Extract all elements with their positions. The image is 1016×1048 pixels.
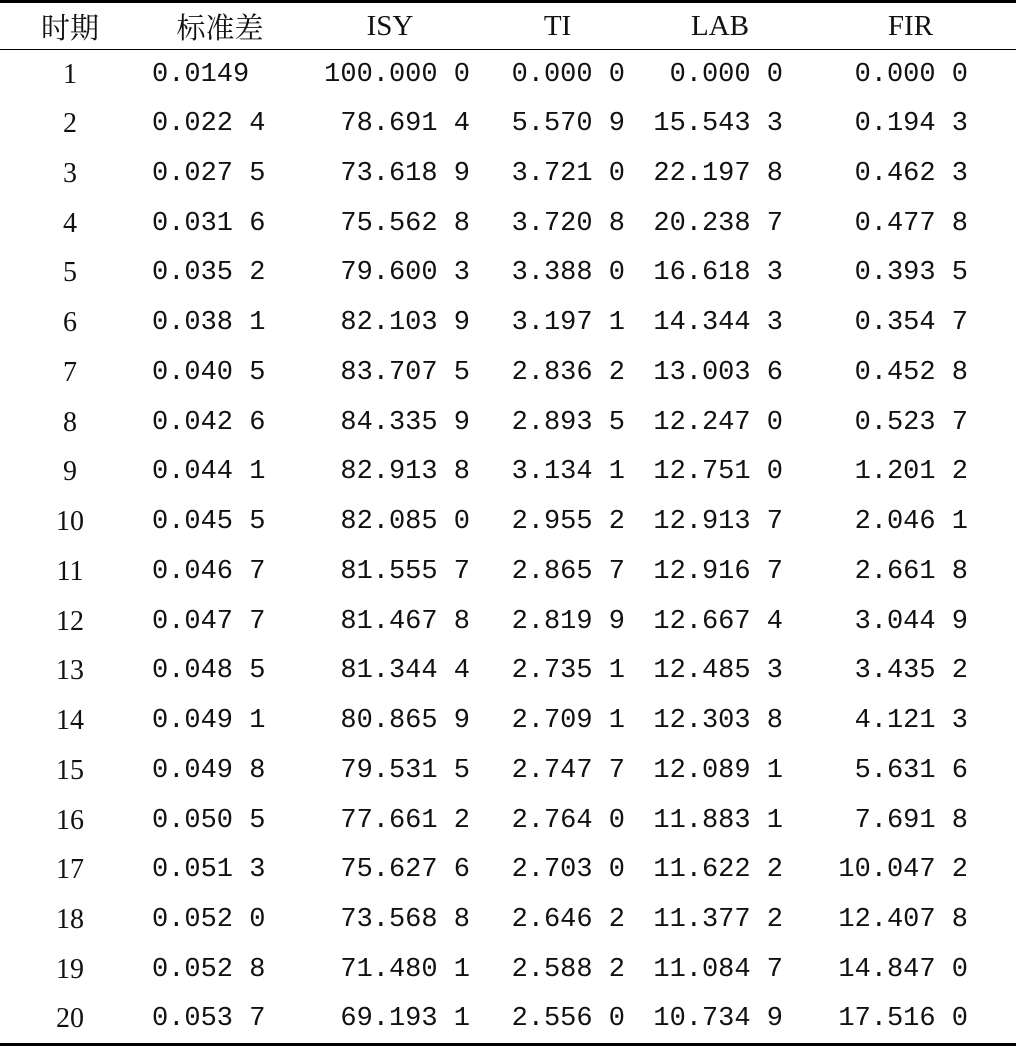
period-cell: 15 xyxy=(56,754,84,786)
isy-cell: 79.531 5 xyxy=(340,755,470,786)
fir-cell: 12.407 8 xyxy=(838,905,968,936)
table-row xyxy=(0,647,1016,697)
fir-cell: 10.047 2 xyxy=(838,855,968,886)
header-std-dev: 标准差 xyxy=(176,12,264,45)
ti-cell: 2.747 7 xyxy=(511,755,625,786)
fir-cell: 0.354 7 xyxy=(854,308,968,339)
period-cell: 14 xyxy=(56,705,84,737)
period-cell: 4 xyxy=(63,207,77,239)
std-dev-cell: 0.046 7 xyxy=(152,556,266,587)
header-ti: TI xyxy=(543,9,572,42)
ti-cell: 2.893 5 xyxy=(511,407,625,438)
isy-cell: 80.865 9 xyxy=(340,706,470,737)
ti-cell: 2.735 1 xyxy=(511,656,625,687)
std-dev-cell: 0.035 2 xyxy=(152,258,266,289)
table-row xyxy=(0,796,1016,846)
std-dev-cell: 0.051 3 xyxy=(152,855,266,886)
std-dev-cell: 0.049 1 xyxy=(152,706,266,737)
ti-cell: 2.646 2 xyxy=(511,905,625,936)
fir-cell: 0.452 8 xyxy=(854,357,968,388)
isy-cell: 73.618 9 xyxy=(340,158,470,189)
table-row xyxy=(0,696,1016,746)
period-cell: 20 xyxy=(56,1002,84,1034)
isy-cell: 84.335 9 xyxy=(340,407,470,438)
header-period: 时期 xyxy=(40,12,99,45)
fir-cell: 0.477 8 xyxy=(854,208,968,239)
isy-cell: 81.467 8 xyxy=(340,606,470,637)
table-row xyxy=(0,298,1016,348)
isy-cell: 82.103 9 xyxy=(340,308,470,339)
ti-cell: 3.388 0 xyxy=(511,258,625,289)
std-dev-cell: 0.053 7 xyxy=(152,1003,266,1034)
table-row xyxy=(0,348,1016,398)
std-dev-cell: 0.042 6 xyxy=(152,407,266,438)
ti-cell: 2.955 2 xyxy=(511,507,625,538)
fir-cell: 3.044 9 xyxy=(854,606,968,637)
period-cell: 5 xyxy=(63,257,77,289)
period-cell: 9 xyxy=(63,456,77,488)
std-dev-cell: 0.049 8 xyxy=(152,755,266,786)
ti-cell: 5.570 9 xyxy=(511,109,625,140)
table-row xyxy=(0,398,1016,448)
fir-cell: 1.201 2 xyxy=(854,457,968,488)
std-dev-cell: 0.048 5 xyxy=(152,656,266,687)
table-body xyxy=(0,50,1016,1045)
ti-cell: 2.588 2 xyxy=(511,954,625,985)
std-dev-cell: 0.0149 xyxy=(152,59,250,90)
table-row xyxy=(0,448,1016,498)
std-dev-cell: 0.045 5 xyxy=(152,507,266,538)
table-row xyxy=(0,149,1016,199)
lab-cell: 14.344 3 xyxy=(653,308,783,339)
fir-cell: 2.046 1 xyxy=(854,507,968,538)
table-row xyxy=(0,895,1016,945)
lab-cell: 12.913 7 xyxy=(653,507,783,538)
table-row xyxy=(0,995,1016,1045)
fir-cell: 5.631 6 xyxy=(854,755,968,786)
period-cell: 6 xyxy=(63,307,77,339)
lab-cell: 11.377 2 xyxy=(653,905,783,936)
lab-cell: 12.303 8 xyxy=(653,706,783,737)
fir-cell: 0.194 3 xyxy=(854,109,968,140)
ti-cell: 2.709 1 xyxy=(511,706,625,737)
std-dev-cell: 0.047 7 xyxy=(152,606,266,637)
fir-cell: 0.462 3 xyxy=(854,158,968,189)
period-cell: 16 xyxy=(56,804,84,836)
table-row xyxy=(0,547,1016,597)
std-dev-cell: 0.052 0 xyxy=(152,905,266,936)
lab-cell: 12.751 0 xyxy=(653,457,783,488)
lab-cell: 12.247 0 xyxy=(653,407,783,438)
fir-cell: 0.000 0 xyxy=(854,59,968,90)
lab-cell: 13.003 6 xyxy=(653,357,783,388)
ti-cell: 3.197 1 xyxy=(511,308,625,339)
isy-cell: 75.562 8 xyxy=(340,208,470,239)
std-dev-cell: 0.050 5 xyxy=(152,805,266,836)
table-row xyxy=(0,945,1016,995)
header-fir: FIR xyxy=(887,9,934,42)
fir-cell: 7.691 8 xyxy=(854,805,968,836)
std-dev-cell: 0.031 6 xyxy=(152,208,266,239)
std-dev-cell: 0.044 1 xyxy=(152,457,266,488)
table-row xyxy=(0,746,1016,796)
fir-cell: 3.435 2 xyxy=(854,656,968,687)
ti-cell: 0.000 0 xyxy=(511,59,625,90)
isy-cell: 77.661 2 xyxy=(340,805,470,836)
lab-cell: 22.197 8 xyxy=(653,158,783,189)
fir-cell: 4.121 3 xyxy=(854,706,968,737)
table-header xyxy=(0,2,1016,50)
table-row xyxy=(0,497,1016,547)
std-dev-cell: 0.040 5 xyxy=(152,357,266,388)
period-cell: 17 xyxy=(56,854,84,886)
fir-cell: 2.661 8 xyxy=(854,556,968,587)
period-cell: 19 xyxy=(56,953,84,985)
lab-cell: 12.485 3 xyxy=(653,656,783,687)
header-isy: ISY xyxy=(366,9,414,42)
table-row xyxy=(0,99,1016,149)
isy-cell: 82.913 8 xyxy=(340,457,470,488)
period-cell: 12 xyxy=(56,605,84,637)
period-cell: 18 xyxy=(56,904,84,936)
isy-cell: 100.000 0 xyxy=(324,59,470,90)
table-row xyxy=(0,50,1016,100)
ti-cell: 3.134 1 xyxy=(511,457,625,488)
lab-cell: 12.089 1 xyxy=(653,755,783,786)
ti-cell: 2.703 0 xyxy=(511,855,625,886)
fir-cell: 0.523 7 xyxy=(854,407,968,438)
period-cell: 8 xyxy=(63,406,77,438)
fir-cell: 17.516 0 xyxy=(838,1003,968,1034)
period-cell: 13 xyxy=(56,655,84,687)
std-dev-cell: 0.022 4 xyxy=(152,109,266,140)
std-dev-cell: 0.038 1 xyxy=(152,308,266,339)
period-cell: 2 xyxy=(63,108,77,140)
std-dev-cell: 0.027 5 xyxy=(152,158,266,189)
ti-cell: 3.721 0 xyxy=(511,158,625,189)
table-row xyxy=(0,199,1016,249)
ti-cell: 2.556 0 xyxy=(511,1003,625,1034)
table-row xyxy=(0,846,1016,896)
isy-cell: 81.344 4 xyxy=(340,656,470,687)
isy-cell: 73.568 8 xyxy=(340,905,470,936)
isy-cell: 81.555 7 xyxy=(340,556,470,587)
fir-cell: 0.393 5 xyxy=(854,258,968,289)
isy-cell: 82.085 0 xyxy=(340,507,470,538)
std-dev-cell: 0.052 8 xyxy=(152,954,266,985)
header-lab: LAB xyxy=(691,9,749,42)
ti-cell: 2.819 9 xyxy=(511,606,625,637)
table-row xyxy=(0,249,1016,299)
lab-cell: 12.667 4 xyxy=(653,606,783,637)
period-cell: 7 xyxy=(63,356,77,388)
period-cell: 10 xyxy=(56,506,84,538)
isy-cell: 71.480 1 xyxy=(340,954,470,985)
lab-cell: 16.618 3 xyxy=(653,258,783,289)
ti-cell: 3.720 8 xyxy=(511,208,625,239)
lab-cell: 10.734 9 xyxy=(653,1003,783,1034)
ti-cell: 2.865 7 xyxy=(511,556,625,587)
lab-cell: 0.000 0 xyxy=(669,59,783,90)
isy-cell: 75.627 6 xyxy=(340,855,470,886)
period-cell: 11 xyxy=(56,555,84,587)
lab-cell: 20.238 7 xyxy=(653,208,783,239)
isy-cell: 79.600 3 xyxy=(340,258,470,289)
period-cell: 1 xyxy=(63,58,77,90)
fir-cell: 14.847 0 xyxy=(838,954,968,985)
ti-cell: 2.836 2 xyxy=(511,357,625,388)
period-cell: 3 xyxy=(63,157,77,189)
ti-cell: 2.764 0 xyxy=(511,805,625,836)
lab-cell: 11.622 2 xyxy=(653,855,783,886)
table-row xyxy=(0,597,1016,647)
lab-cell: 12.916 7 xyxy=(653,556,783,587)
lab-cell: 11.084 7 xyxy=(653,954,783,985)
isy-cell: 69.193 1 xyxy=(340,1003,470,1034)
isy-cell: 83.707 5 xyxy=(340,357,470,388)
lab-cell: 11.883 1 xyxy=(653,805,783,836)
lab-cell: 15.543 3 xyxy=(653,109,783,140)
isy-cell: 78.691 4 xyxy=(340,109,470,140)
header-row xyxy=(0,2,1016,50)
